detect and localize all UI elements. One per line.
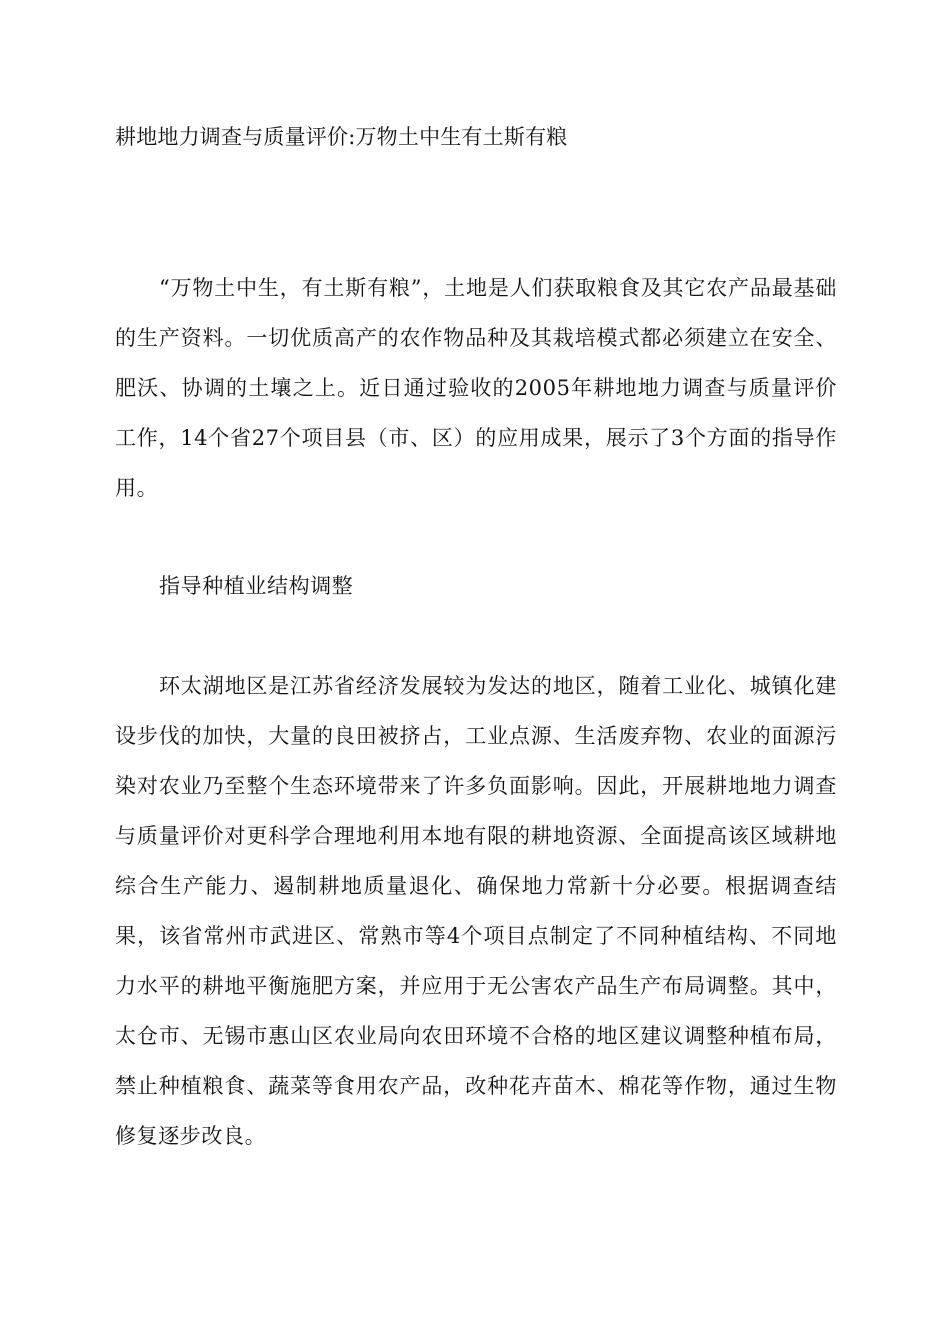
intro-paragraph: “万物土中生，有土斯有粮”，土地是人们获取粮食及其它农产品最基础的生产资料。一切优质高产的农作物品种及其栽培模式都必须建立在安全、肥沃、协调的土壤之上。近日通过验收的2005年耕地地力调查与质量评价工作，14个省27个项目县（市、区）的应用成果，展示了3个方面的指导作用。 xyxy=(115,276,837,500)
document-title: 耕地地力调查与质量评价:万物土中生有土斯有粮 xyxy=(115,125,568,149)
section-heading: 指导种植业结构调整 xyxy=(159,574,354,598)
section-paragraph: 环太湖地区是江苏省经济发展较为发达的地区，随着工业化、城镇化建设步伐的加快，大量的良田被挤占，工业点源、生活废弃物、农业的面源污染对农业乃至整个生态环境带来了许多负面影响。因此，开展耕地地力调查与质量评价对更科学合理地利用本地有限的耕地资源、全面提高该区域耕地综合生产能力、遏制耕地质量退化、确保地力常新十分必要。根据调查结果，该省常州市武进区、常熟市等4个项目点制定了不同种植结构、不同地力水平的耕地平衡施肥方案，并应用于无公害农产品生产布局调整。其中，太仓市、无锡市惠山区农业局向农田环境不合格的地区建议调整种植布局，禁止种植粮食、蔬菜等食用农产品，改种花卉苗木、棉花等作物，通过生物修复逐步改良。 xyxy=(115,674,837,1148)
